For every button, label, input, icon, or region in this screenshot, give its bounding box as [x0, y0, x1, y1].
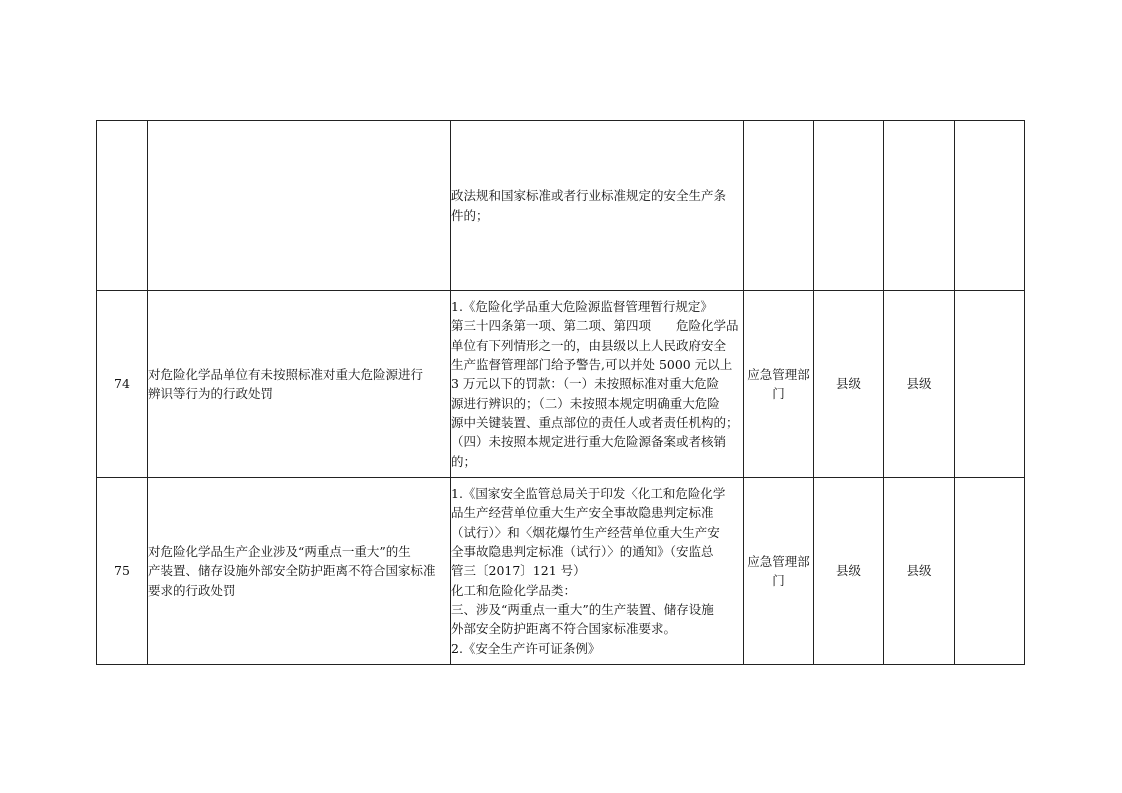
- item-line: 产装置、储存设施外部安全防护距离不符合国家标准: [148, 563, 436, 579]
- department: [744, 478, 814, 665]
- note: [955, 121, 1025, 291]
- table-row: [97, 121, 1025, 291]
- row-number: 74: [97, 291, 148, 478]
- level-1: [814, 121, 884, 291]
- basis-line: 品生产经营单位重大生产安全事故隐患判定标准: [451, 505, 714, 521]
- table-row: [97, 291, 1025, 478]
- basis-line: 源进行辨识的；（二）未按照本规定明确重大危险: [451, 395, 720, 411]
- basis-line: 2.《安全生产许可证条例》: [451, 640, 601, 656]
- row-number: [97, 121, 148, 291]
- level-2: 县级: [884, 478, 955, 665]
- legal-basis: [451, 121, 744, 291]
- item-line: 要求的行政处罚: [148, 582, 236, 598]
- basis-line: 全事故隐患判定标准（试行）〉的通知》（安监总: [451, 544, 714, 560]
- level-2: 县级: [884, 291, 955, 478]
- legal-basis: [451, 291, 744, 478]
- level-1: 县级: [814, 291, 884, 478]
- item-name: [148, 121, 451, 291]
- dept-line: 门: [772, 386, 785, 401]
- basis-line: 源中关键装置、重点部位的责任人或者责任机构的；: [451, 414, 739, 430]
- basis-line: 管三〔2017〕121 号）: [451, 563, 586, 579]
- note: [955, 478, 1025, 665]
- basis-line: （试行）〉和〈烟花爆竹生产经营单位重大生产安: [451, 524, 720, 540]
- basis-line: （四）未按照本规定进行重大危险源备案或者核销: [451, 434, 727, 450]
- legal-basis: [451, 478, 744, 665]
- basis-line: 3 万元以下的罚款：（一）未按照标准对重大危险: [451, 376, 720, 392]
- basis-line: 三、涉及“两重点一重大”的生产装置、储存设施: [451, 601, 714, 617]
- item-name: [148, 291, 451, 478]
- level-1: 县级: [814, 478, 884, 665]
- item-name: [148, 478, 451, 665]
- row-number: 75: [97, 478, 148, 665]
- dept-line: 应急管理部: [747, 366, 810, 382]
- basis-line: 化工和危险化学品类：: [451, 582, 577, 598]
- table-row: [97, 478, 1025, 665]
- basis-line: 件的；: [451, 207, 489, 223]
- note: [955, 291, 1025, 478]
- department: [744, 291, 814, 478]
- basis-line: 外部安全防护距离不符合国家标准要求。: [451, 621, 677, 637]
- basis-line: 生产监督管理部门给予警告,可以并处 5000 元以上: [451, 357, 733, 373]
- basis-line: 政法规和国家标准或者行业标准规定的安全生产条: [451, 188, 727, 204]
- basis-line: 第三十四条第一项、第二项、第四项 危险化学品: [451, 318, 739, 334]
- dept-line: 门: [772, 573, 785, 588]
- department: [744, 121, 814, 291]
- basis-line: 单位有下列情形之一的，由县级以上人民政府安全: [451, 337, 727, 353]
- basis-line: 1.《国家安全监管总局关于印发〈化工和危险化学: [451, 486, 726, 502]
- item-line: 对危险化学品生产企业涉及“两重点一重大”的生: [148, 544, 411, 560]
- dept-line: 应急管理部: [747, 553, 810, 569]
- level-2: [884, 121, 955, 291]
- item-line: 对危险化学品单位有未按照标准对重大危险源进行: [148, 366, 424, 382]
- item-line: 辨识等行为的行政处罚: [148, 386, 274, 401]
- basis-line: 的；: [451, 453, 477, 469]
- basis-line: 1.《危险化学品重大危险源监督管理暂行规定》: [451, 299, 713, 315]
- enforcement-table: [96, 120, 1025, 665]
